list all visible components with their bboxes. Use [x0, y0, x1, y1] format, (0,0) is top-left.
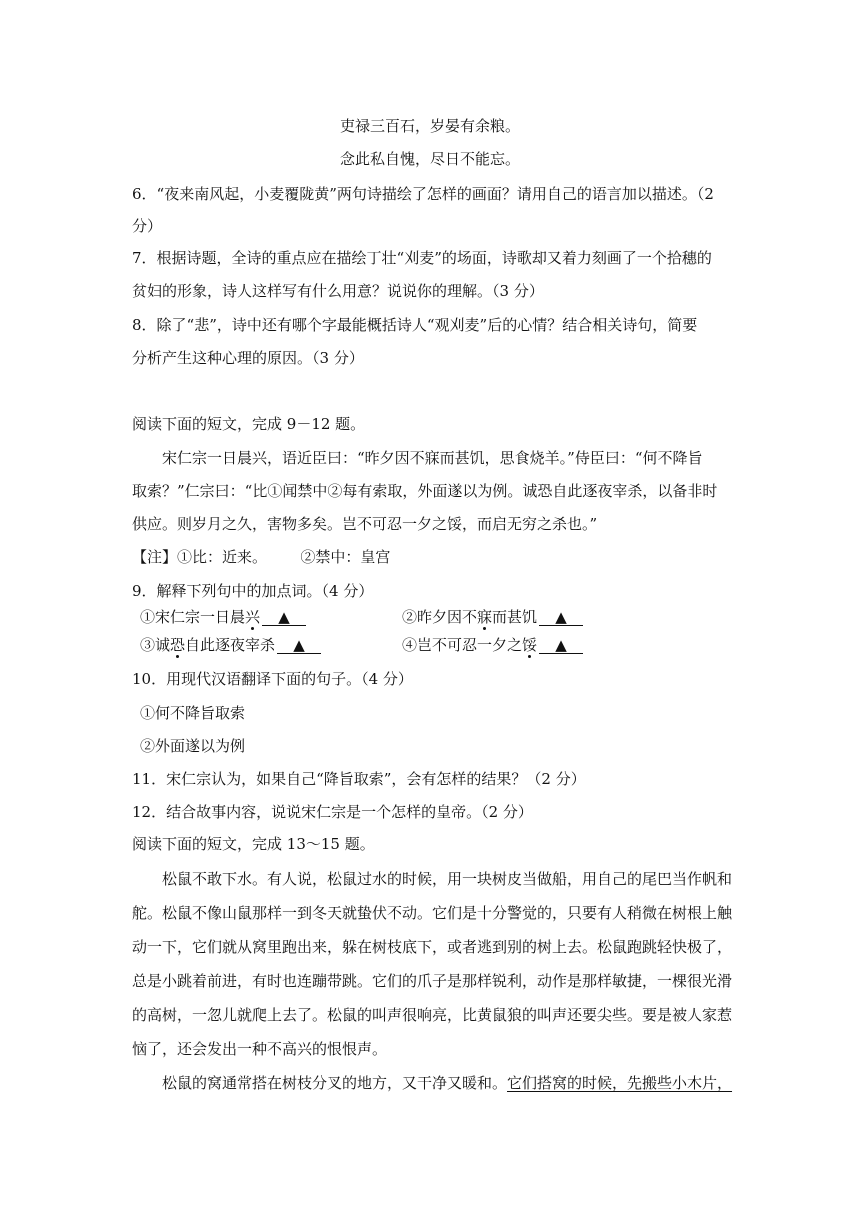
passage-line: 松鼠的窝通常搭在树枝分叉的地方，又干净又暖和。它们搭窝的时候，先搬些小木片， [162, 1074, 733, 1092]
question-11: 11．宋仁宗认为，如果自己“降旨取索”，会有怎样的结果？（2 分） [132, 770, 586, 788]
poem-line: 念此私自愧，尽日不能忘。 [339, 150, 520, 168]
underlined-sentence: 它们搭窝的时候，先搬些小木片， [507, 1074, 733, 1092]
passage-line: 供应。则岁月之久，害物多矣。岂不可忍一夕之馁，而启无穷之杀也。” [132, 515, 598, 533]
annotation-note: 【注】①比：近来。 ②禁中：皇宫 [132, 548, 391, 566]
q9-option-4: ④岂不可忍一夕之馁 ▲ [402, 635, 702, 655]
passage-line: 总是小跳着前进，有时也连蹦带跳。它们的爪子是那样锐利，动作是那样敏捷，一棵很光滑 [132, 972, 733, 990]
question-9: 9．解释下列句中的加点词。（4 分） [132, 582, 374, 600]
section-intro: 阅读下面的短文，完成 13～15 题。 [132, 835, 375, 853]
dotted-word: 寐 [477, 608, 493, 626]
passage-line: 恼了，还会发出一种不高兴的恨恨声。 [132, 1040, 388, 1058]
passage-line: 动一下，它们就从窝里跑出来，躲在树枝底下，或者逃到别的树上去。松鼠跑跳轻快极了， [132, 938, 733, 956]
dotted-word: 恐 [170, 636, 186, 654]
passage-line: 松鼠不敢下水。有人说，松鼠过水的时候，用一块树皮当做船，用自己的尾巴当作帆和 [162, 870, 733, 888]
q10-item-2: ②外面遂以为例 [140, 737, 246, 755]
answer-blank[interactable]: ▲ [539, 637, 583, 654]
question-6-cont: 分） [132, 217, 163, 235]
dotted-word: 兴 [245, 608, 261, 626]
dotted-word: 馁 [522, 636, 538, 654]
q9-option-2: ②昨夕因不寐而甚饥 ▲ [402, 607, 702, 627]
question-7-cont: 贫妇的形象，诗人这样写有什么用意？说说你的理解。（3 分） [132, 282, 544, 300]
section-intro: 阅读下面的短文，完成 9－12 题。 [132, 415, 366, 433]
question-10: 10．用现代汉语翻译下面的句子。（4 分） [132, 670, 413, 688]
question-8-cont: 分析产生这种心理的原因。（3 分） [132, 349, 364, 367]
q9-option-1: ①宋仁宗一日晨兴 ▲ [140, 607, 380, 627]
answer-blank[interactable]: ▲ [277, 637, 321, 654]
question-7: 7．根据诗题，全诗的重点应在描绘丁壮“刈麦”的场面，诗歌却又着力刻画了一个拾穗的 [132, 249, 712, 267]
question-12: 12．结合故事内容，说说宋仁宗是一个怎样的皇帝。（2 分） [132, 803, 533, 821]
poem-line: 吏禄三百石，岁晏有余粮。 [339, 117, 520, 135]
passage-line: 取索？”仁宗曰：“比①闻禁中②每有索取，外面遂以为例。诚恐自此逐夜宰杀，以备非时 [132, 482, 718, 500]
question-6: 6．“夜来南风起，小麦覆陇黄”两句诗描绘了怎样的画面？请用自己的语言加以描述。（2 [132, 185, 714, 203]
answer-blank[interactable]: ▲ [262, 609, 306, 626]
passage-line: 宋仁宗一日晨兴，语近臣曰：“昨夕因不寐而甚饥，思食烧羊。”侍臣曰：“何不降旨 [162, 449, 703, 467]
question-8: 8．除了“悲”，诗中还有哪个字最能概括诗人“观刈麦”后的心情？结合相关诗句，简要 [132, 316, 698, 334]
q10-item-1: ①何不降旨取索 [140, 704, 246, 722]
q9-option-3: ③诚恐自此逐夜宰杀 ▲ [140, 635, 380, 655]
passage-line: 舵。松鼠不像山鼠那样一到冬天就蛰伏不动。它们是十分警觉的，只要有人稍微在树根上触 [132, 904, 733, 922]
answer-blank[interactable]: ▲ [539, 609, 583, 626]
passage-line: 的高树，一忽儿就爬上去了。松鼠的叫声很响亮，比黄鼠狼的叫声还要尖些。要是被人家惹 [132, 1006, 733, 1024]
